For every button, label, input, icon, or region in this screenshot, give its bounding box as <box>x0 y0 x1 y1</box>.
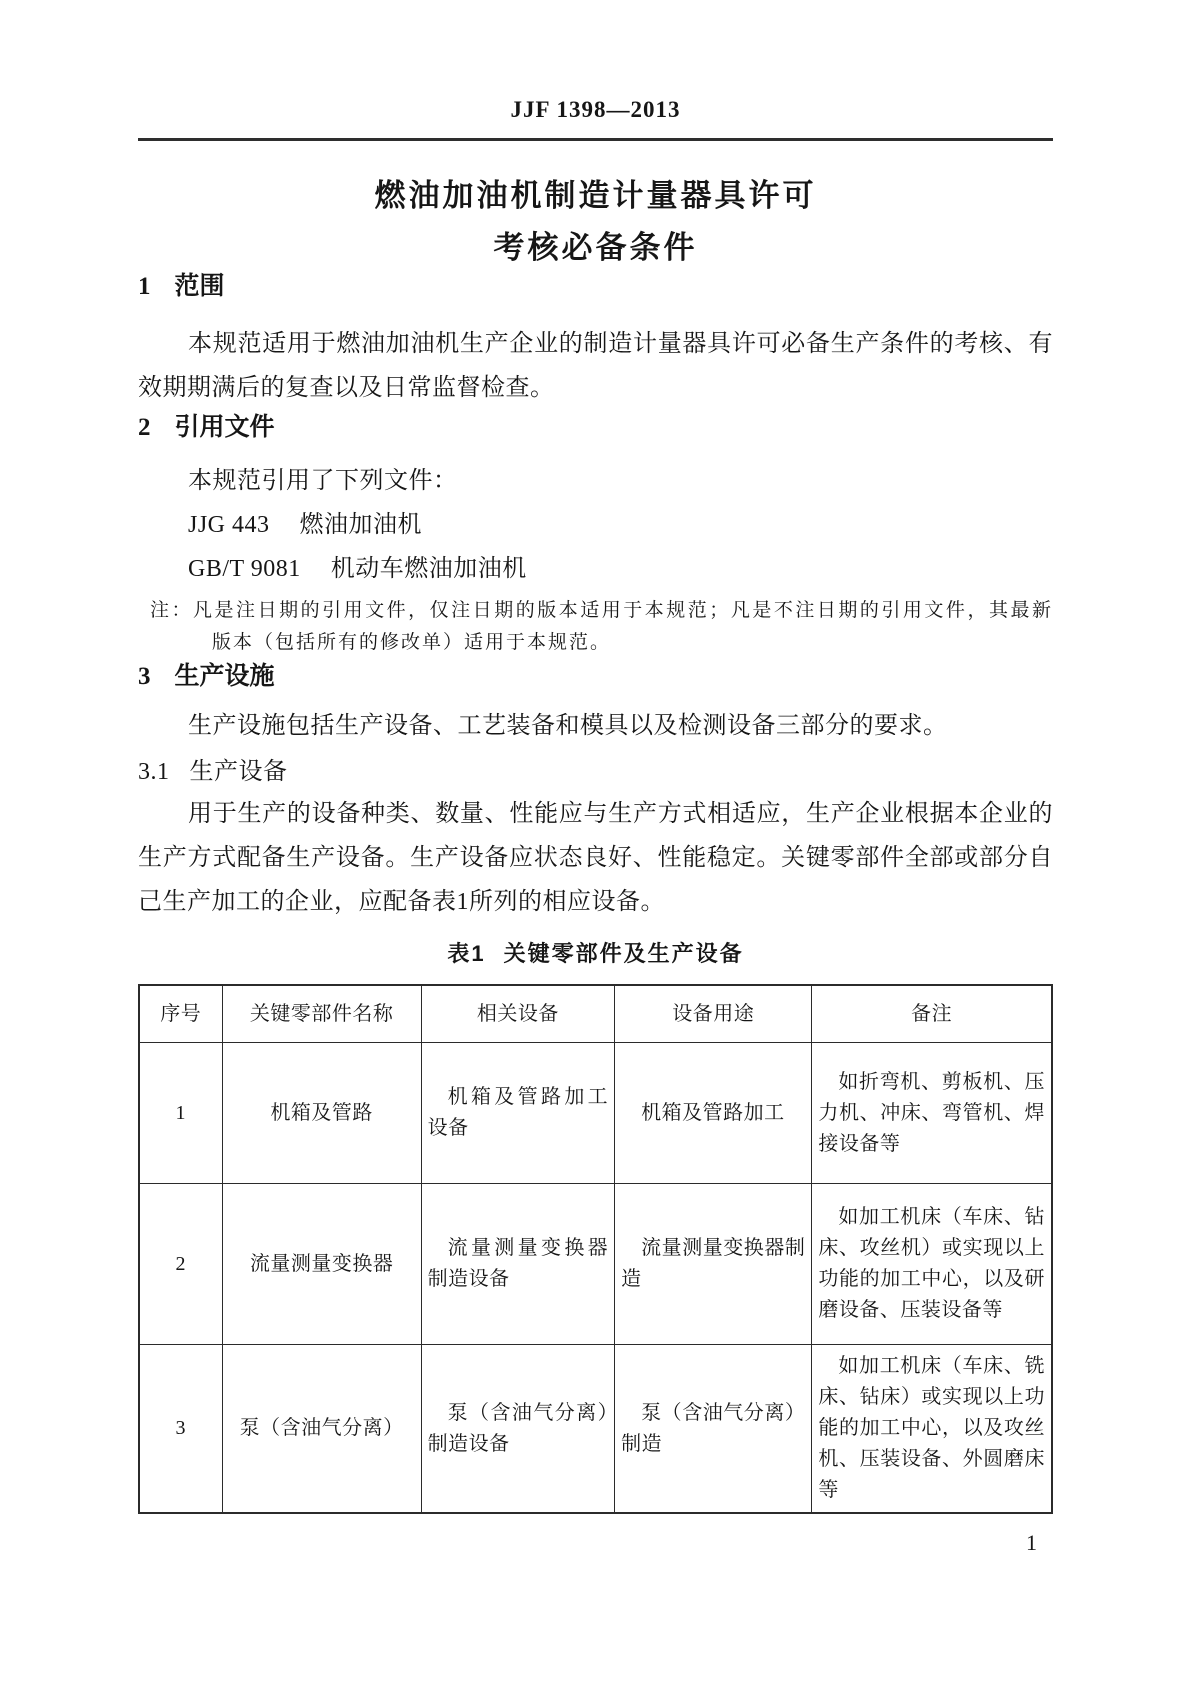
section-2-title: 引用文件 <box>174 413 275 441</box>
cell-remark: 如加工机床（车床、钻床、攻丝机）或实现以上功能的加工中心，以及研磨设备、压装设备等 <box>812 1184 1052 1345</box>
document-title-line1: 燃油加油机制造计量器具许可 <box>374 178 817 213</box>
cell-serial: 2 <box>139 1184 222 1345</box>
header-purpose: 设备用途 <box>615 985 812 1043</box>
header-serial: 序号 <box>139 985 222 1043</box>
reference-code: GB/T 9081 <box>188 556 301 582</box>
cell-equipment: 泵（含油气分离）制造设备 <box>421 1345 615 1514</box>
section-3-heading <box>138 659 1053 694</box>
section-3-number: 3 <box>138 663 151 690</box>
table-header-row <box>139 985 1052 1043</box>
cell-part-name: 流量测量变换器 <box>222 1184 421 1345</box>
cell-purpose: 流量测量变换器制造 <box>615 1184 812 1345</box>
note-text: 凡是注日期的引用文件，仅注日期的版本适用于本规范；凡是不注日期的引用文件，其最新版本（包括所有的修改单）适用于本规范。 <box>193 600 1053 653</box>
section-3-1-title: 生产设备 <box>189 759 288 785</box>
reference-item <box>188 505 1053 545</box>
cell-serial: 3 <box>139 1345 222 1514</box>
header-equipment: 相关设备 <box>421 985 615 1043</box>
key-parts-equipment-table <box>138 984 1053 1514</box>
standard-code: JJF 1398—2013 <box>510 97 681 122</box>
header-part-name: 关键零部件名称 <box>222 985 421 1043</box>
cell-part-name: 泵（含油气分离） <box>222 1345 421 1514</box>
reference-code: JJG 443 <box>188 512 270 538</box>
cell-purpose: 机箱及管路加工 <box>615 1043 812 1184</box>
cell-purpose: 泵（含油气分离）制造 <box>615 1345 812 1514</box>
section-3-1-body: 用于生产的设备种类、数量、性能应与生产方式相适应，生产企业根据本企业的生产方式配备生产设备。生产设备应状态良好、性能稳定。关键零部件全部或部分自己生产加工的企业，应配备表1所列的相应设备。 <box>138 801 1053 915</box>
table-caption-text: 关键零部件及生产设备 <box>503 941 744 966</box>
section-2-number: 2 <box>138 414 151 441</box>
section-3-title: 生产设施 <box>174 662 275 690</box>
note-label: 注： <box>150 600 194 621</box>
table-row <box>139 1345 1052 1514</box>
reference-name: 燃油加油机 <box>299 512 423 538</box>
references-intro: 本规范引用了下列文件： <box>188 468 458 494</box>
section-1-title: 范围 <box>174 272 225 300</box>
section-3-1-heading <box>138 754 1053 790</box>
document-title-line2: 考核必备条件 <box>493 230 698 265</box>
cell-remark: 如加工机床（车床、铣床、钻床）或实现以上功能的加工中心，以及攻丝机、压装设备、外圆磨床等 <box>812 1345 1052 1514</box>
section-1-body: 本规范适用于燃油加油机生产企业的制造计量器具许可必备生产条件的考核、有效期期满后的复查以及日常监督检查。 <box>138 331 1053 401</box>
table-caption-label: 表1 <box>447 941 486 966</box>
table-caption <box>138 940 1053 968</box>
header-rule <box>138 138 1053 141</box>
section-2-heading <box>138 410 1053 445</box>
cell-part-name: 机箱及管路 <box>222 1043 421 1184</box>
page-number: 1 <box>1026 1530 1037 1555</box>
table-row <box>139 1184 1052 1345</box>
reference-item <box>188 549 1053 589</box>
section-1-number: 1 <box>138 273 151 300</box>
section-1-heading <box>138 269 1053 304</box>
header-remark: 备注 <box>812 985 1052 1043</box>
references-note <box>150 595 1053 659</box>
table-row <box>139 1043 1052 1184</box>
cell-remark: 如折弯机、剪板机、压力机、冲床、弯管机、焊接设备等 <box>812 1043 1052 1184</box>
cell-equipment: 流量测量变换器制造设备 <box>421 1184 615 1345</box>
cell-equipment: 机箱及管路加工设备 <box>421 1043 615 1184</box>
reference-name: 机动车燃油加油机 <box>330 556 527 582</box>
cell-serial: 1 <box>139 1043 222 1184</box>
section-3-body: 生产设施包括生产设备、工艺装备和模具以及检测设备三部分的要求。 <box>188 713 948 739</box>
section-3-1-number: 3.1 <box>138 759 170 785</box>
